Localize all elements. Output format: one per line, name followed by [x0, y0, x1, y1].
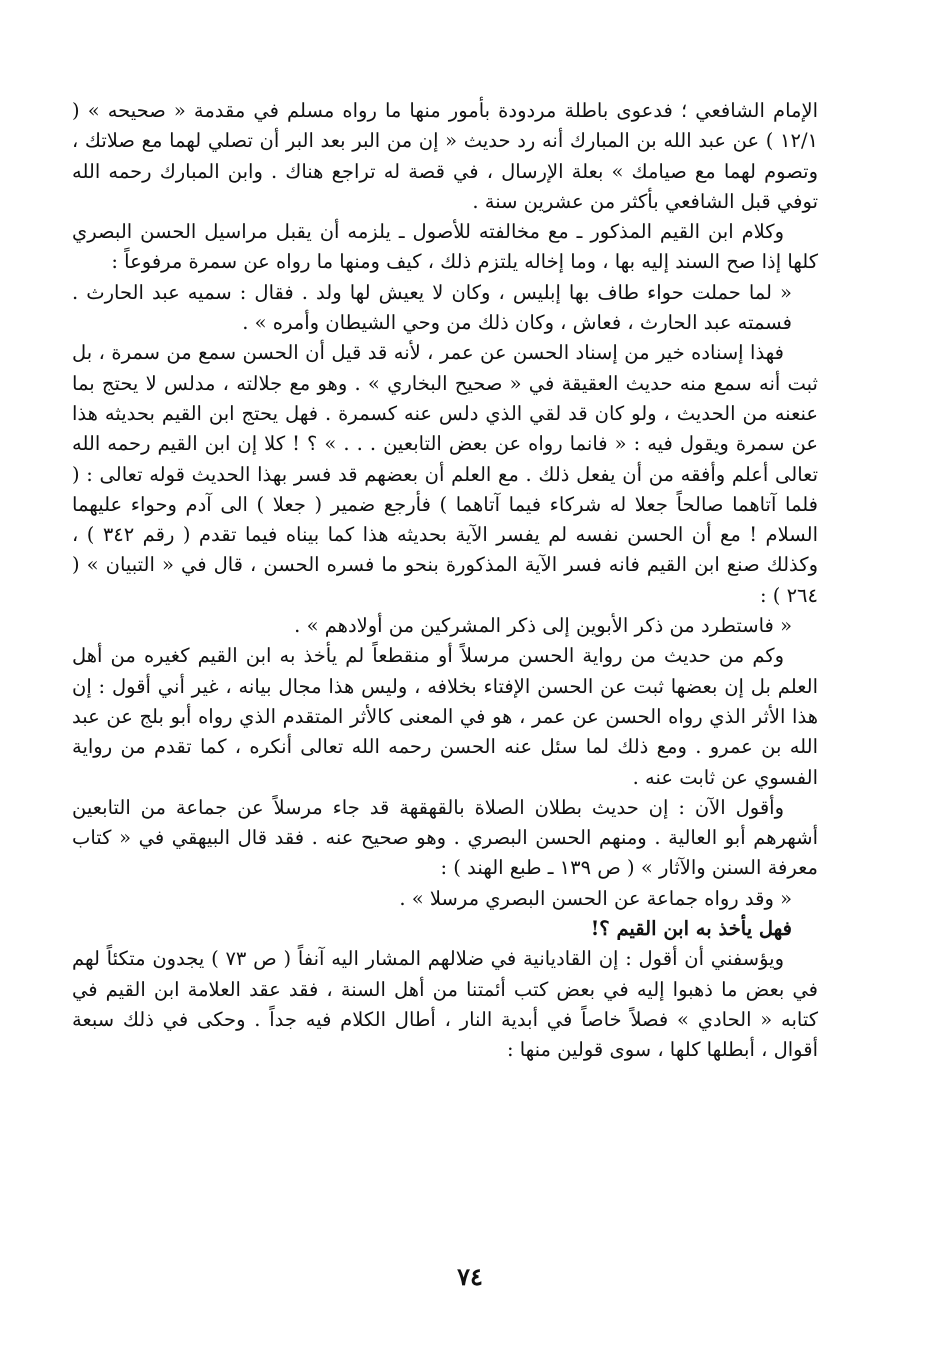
paragraph: وأقول الآن : إن حديث بطلان الصلاة بالقهقهة قد جاء مرسلاً عن جماعة من التابعين أشهرهم أبو العالية . ومنهم الحسن البصري . وهو صحيح عنه . فقد قال البيهقي في « كتاب معرفة السنن والآثار » ( ص ١٣٩ ـ طبع الهند ) :: [72, 795, 818, 880]
paragraph: وكم من حديث من رواية الحسن مرسلاً أو منقطعاً لم يأخذ به ابن القيم كغيره من أهل العلم بل إن بعضها ثبت عن الحسن الإفتاء بخلافه ، وليس هذا مجال بيانه ، غير أني أقول : إن هذا الأثر الذي رواه الحسن عن عمر ، هو في المعنى كالأثر المتقدم الذي رواه أبو بلج عن عبد الله بن عمرو . ومع ذلك لما سئل عنه الحسن رحمه الله تعالى أنكره ، كما تقدم من رواية الفسوي عن ثابت عنه .: [72, 644, 818, 789]
paragraph: الإمام الشافعي ؛ فدعوى باطلة مردودة بأمور منها ما رواه مسلم في مقدمة « صحيحه » ( ١٢/١ ) عن عبد الله بن المبارك أنه رد حديث « إن من البر بعد البر أن تصلي لهما مع صلاتك ، وتصوم لهما مع صيامك » بعلة الإرسال ، في قصة له تراجع هناك . وابن المبارك رحمه الله توفي قبل الشافعي بأكثر من عشرين سنة .: [72, 99, 818, 213]
paragraph: وكلام ابن القيم المذكور ـ مع مخالفته للأصول ـ يلزمه أن يقبل مراسيل الحسن البصري كلها إذا صح السند إليه بها ، وما إخاله يلتزم ذلك ، كيف ومنها ما رواه عن سمرة مرفوعاً :: [72, 220, 818, 274]
paragraph: ويؤسفني أن أقول : إن القاديانية في ضلالهم المشار اليه آنفاً ( ص ٧٣ ) يجدون متكئاً لهم في بعض ما ذهبوا إليه في بعض كتب أئمتنا من أهل السنة ، فقد عقد العلامة ابن القيم في كتابه « الحادي » فصلاً خاصاً في أبدية النار ، أطال الكلام فيه جداً . وحكى في ذلك سبعة أقوال ، أبطلها كلها ، سوى قولين منها :: [72, 947, 818, 1062]
quotation: « فاستطرد من ذكر الأبوين إلى ذكر المشركين من أولادهم » .: [294, 614, 792, 638]
question-line: فهل يأخذ به ابن القيم ؟!: [590, 917, 792, 941]
page-number: ٧٤: [457, 1262, 483, 1291]
paragraph: فهذا إسناده خير من إسناد الحسن عن عمر ، لأنه قد قيل أن الحسن سمع من سمرة ، بل ثبت أنه سمع منه حديث العقيقة في « صحيح البخاري » . وهو مع جلالته ، مدلس لا يحتج بما عنعنه من الحديث ، ولو كان قد لقي الذي دلس عنه كسمرة . فهل يحتج ابن القيم بحديثه هذا عن سمرة ويقول فيه : « فانما رواه عن بعض التابعين . . . » ؟ ! كلا إن ابن القيم رحمه الله تعالى أعلم وأفقه من أن يفعل ذلك . مع العلم أن بعضهم قد فسر بهذا الحديث قوله تعالى : ( فلما آتاهما صالحاً جعلا له شركاء فيما آتاهما ) فأرجع ضمير ( جعلا ) الى آدم وحواء عليهما السلام ! مع أن الحسن نفسه لم يفسر الآية بحديثه هذا كما بيناه فيما تقدم ( رقم ٣٤٢ ) ، وكذلك صنع ابن القيم فانه فسر الآية المذكورة بنحو ما فسره الحسن ، قال في « التبيان » ( ٢٦٤ ) :: [72, 341, 818, 607]
page-body: [72, 96, 818, 1066]
quotation: « وقد رواه جماعة عن الحسن البصري مرسلا » .: [399, 886, 792, 910]
quotation: « لما حملت حواء طاف بها إبليس ، وكان لا يعيش لها ولد . فقال : سميه عبد الحارث . فسمته عبد الحارث ، فعاش ، وكان ذلك من وحي الشيطان وأمره » .: [72, 280, 792, 335]
